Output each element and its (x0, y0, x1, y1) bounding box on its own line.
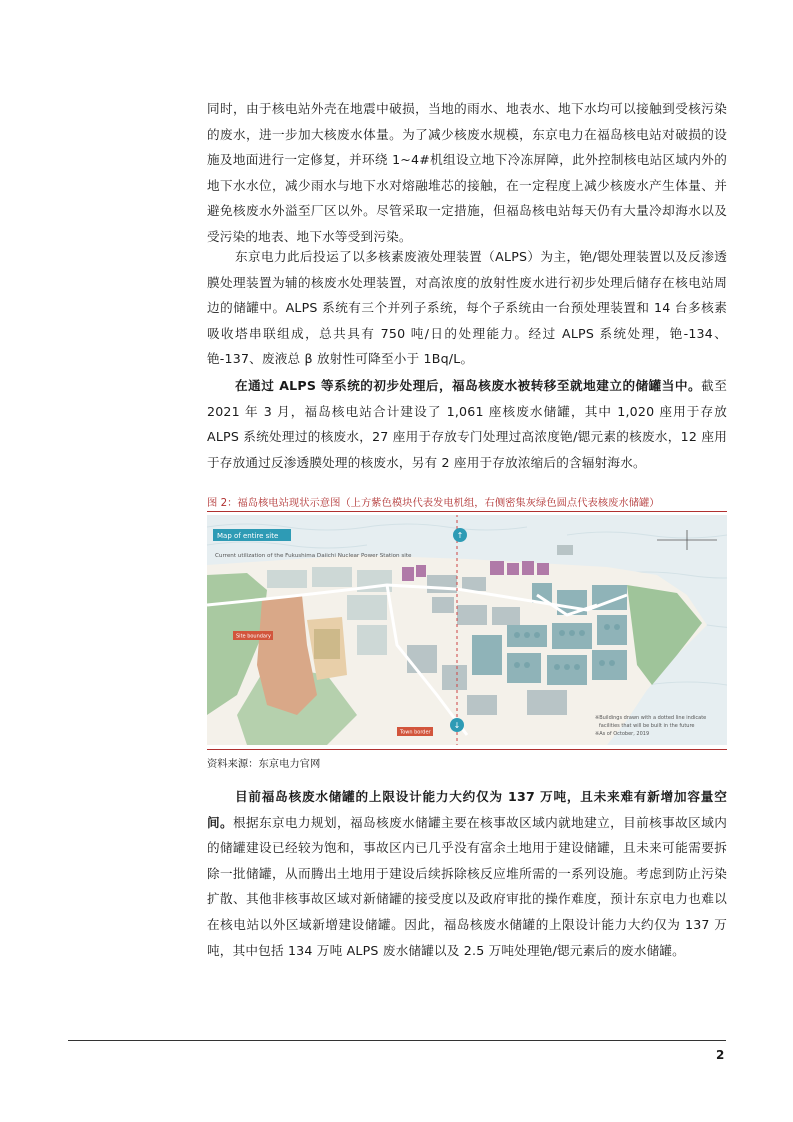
site-map-figure (207, 515, 727, 745)
paragraph-3 (207, 373, 727, 475)
site-boundary-label: Site boundary (236, 633, 272, 640)
map-title: Map of entire site (217, 532, 279, 540)
paragraph-3-lead: 在通过 ALPS 等系统的初步处理后，福岛核废水被转移至就地建立的储罐当中。 (235, 378, 702, 393)
footer-rule (68, 1040, 726, 1041)
figure-bottom-rule (207, 749, 727, 750)
figure-top-rule (207, 511, 727, 512)
map-note-1: ※Buildings drawn with a dotted line indicate (595, 715, 707, 721)
paragraph-3-body: 截至 2021 年 3 月，福岛核电站合计建设了 1,061 座核废水储罐，其中 1,020 座用于存放 ALPS 系统处理过的核废水，27 座用于存放专门处理过高浓度铯/锶元素的核废水，12 座用于存放通过反渗透膜处理的核废水，另有 2 座用于存放浓缩后的含辐射海水。 (207, 378, 727, 470)
town-border-label: Town border (400, 729, 431, 736)
svg-text:↑: ↑ (456, 531, 464, 540)
figure-caption: 图 2：福岛核电站现状示意图（上方紫色模块代表发电机组，右侧密集灰绿色圆点代表核废水储罐） (207, 497, 660, 509)
map-note-2: facilities that will be built in the future (599, 723, 695, 729)
page-number: 2 (716, 1048, 725, 1062)
map-note-3: ※As of October, 2019 (595, 731, 650, 737)
paragraph-4-body: 根据东京电力规划，福岛核废水储罐主要在核事故区域内就地建立，目前核事故区域内的储罐建设已经较为饱和，事故区内已几乎没有富余土地用于建设储罐，且未来可能需要拆除一批储罐，从而腾出土地用于建设后续拆除核反应堆所需的一系列设施。考虑到防止污染扩散、其他非核事故区域对新储罐的接受度以及政府审批的操作难度，预计东京电力也难以在核电站以外区域新增建设储罐。因此，福岛核废水储罐的上限设计能力大约仅为 137 万吨，其中包括 134 万吨 ALPS 废水储罐以及 2.5 万吨处理铯/锶元素后的废水储罐。 (207, 814, 727, 958)
paragraph-4-lead: 目前福岛核废水储罐的上限设计能力大约仅为 137 万吨，且未来难有新增加容量空间。 (207, 789, 727, 830)
paragraph-1: 同时，由于核电站外壳在地震中破损，当地的雨水、地表水、地下水均可以接触到受核污染的废水，进一步加大核废水体量。为了减少核废水规模，东京电力在福岛核电站对破损的设施及地面进行一定修复，并环绕 1~4#机组设立地下冷冻屏障，此外控制核电站区域内外的地下水水位，减少雨水与地下水对熔融堆芯的接触，在一定程度上减少核废水产生体量、并避免核废水外溢至厂区以外。尽管采取一定措施，但福岛核电站每天仍有大量冷却海水以及受污染的地表、地下水等受到污染。 (207, 101, 727, 244)
svg-text:↓: ↓ (453, 721, 461, 730)
paragraph-4 (207, 784, 727, 963)
map-subtitle: Current utilization of the Fukushima Daiichi Nuclear Power Station site (215, 553, 412, 559)
figure-source: 资料来源：东京电力官网 (207, 758, 321, 770)
site-map (207, 515, 727, 745)
paragraph-2: 东京电力此后投运了以多核素废液处理装置（ALPS）为主，铯/锶处理装置以及反渗透膜处理装置为辅的核废水处理装置，对高浓度的放射性废水进行初步处理后储存在核电站周边的储罐中。ALPS 系统有三个并列子系统，每个子系统由一台预处理装置和 14 台多核素吸收塔串联组成，总共具有 750 吨/日的处理能力。经过 ALPS 系统处理，铯-134、铯-137、废液总 β 放射性可降至小于 1Bq/L。 (207, 249, 727, 367)
